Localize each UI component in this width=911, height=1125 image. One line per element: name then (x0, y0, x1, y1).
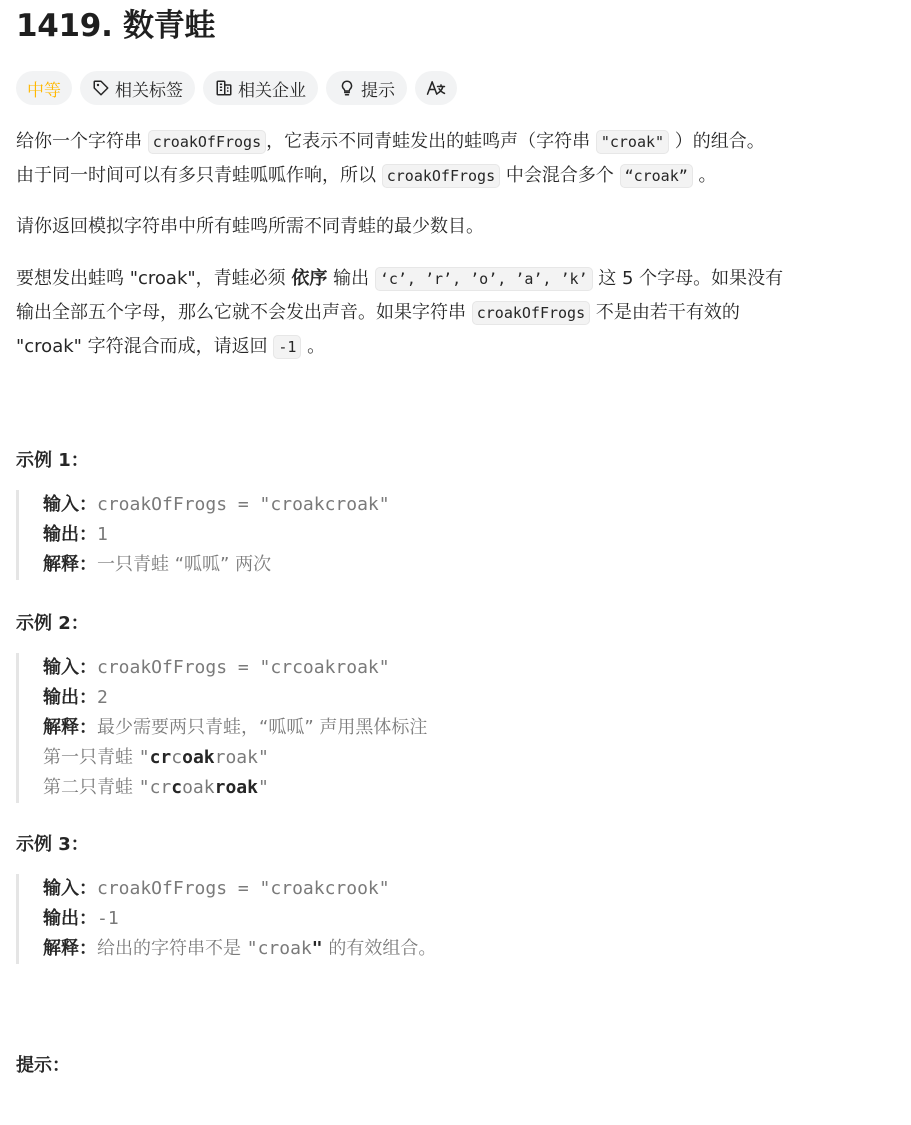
tag-bar (16, 70, 895, 106)
text: 输出 (327, 268, 375, 289)
related-tags-button[interactable] (80, 71, 195, 105)
constraints-heading: 提示： (16, 1055, 70, 1076)
bold-text: cr (149, 747, 172, 768)
value: 2 (97, 687, 108, 708)
translate-icon (426, 79, 446, 97)
example-output (43, 683, 895, 713)
description-paragraph-2: 请你返回模拟字符串中所有蛙鸣所需不同青蛙的最少数目。 (16, 216, 484, 237)
example-frog-2-line (43, 773, 895, 803)
bold-text: c (171, 777, 183, 798)
label: 解释： (43, 717, 97, 738)
inline-code: -1 (273, 335, 301, 359)
problem-title: 1419. 数青蛙 (16, 8, 216, 44)
description-paragraph-1 (16, 125, 895, 193)
text: 。 (692, 165, 717, 186)
related-companies-button[interactable] (203, 71, 318, 105)
text: 输出全部五个字母，那么它就不会发出声音。如果字符串 (16, 302, 472, 323)
label: 输出： (43, 524, 97, 545)
hint-button[interactable] (326, 71, 407, 105)
example-input (43, 874, 895, 904)
text: 。 (301, 336, 326, 357)
value: croakOfFrogs = "croakcrook" (97, 878, 390, 899)
text: c (171, 747, 183, 768)
label: 解释： (43, 938, 97, 959)
text: "croak (246, 938, 312, 959)
text: "croak" 字符混合而成，请返回 (16, 336, 274, 357)
example-explanation (43, 934, 895, 964)
example-input (43, 490, 895, 520)
example-output (43, 904, 895, 934)
emphasis: 依序 (291, 268, 328, 289)
label: 输入： (43, 878, 97, 899)
related-tags-label: 相关标签 (115, 80, 183, 101)
text: oak (182, 777, 215, 798)
building-icon (215, 79, 233, 97)
example-2-heading: 示例 2： (16, 613, 89, 634)
bold-text: " (311, 938, 323, 959)
text: " (257, 777, 269, 798)
inline-code: croakOfFrogs (148, 130, 266, 154)
text: 这 5 个字母。如果没有 (592, 268, 784, 289)
bold-text: roak (214, 777, 258, 798)
inline-code: "croak" (596, 130, 669, 154)
lightbulb-icon (338, 79, 356, 97)
inline-code: “croak” (620, 164, 693, 188)
label: 第二只青蛙 (43, 777, 139, 798)
text: "cr (138, 777, 172, 798)
example-2-block (16, 653, 895, 803)
inline-code: croakOfFrogs (472, 301, 590, 325)
hint-label: 提示 (361, 80, 395, 101)
example-3-block (16, 874, 895, 964)
value: croakOfFrogs = "crcoakroak" (97, 657, 390, 678)
example-output (43, 520, 895, 550)
example-explanation (43, 713, 895, 743)
description-paragraph-3 (16, 262, 895, 364)
value: -1 (97, 908, 119, 929)
example-1-heading: 示例 1： (16, 450, 89, 471)
example-frog-1-line (43, 743, 895, 773)
text: 由于同一时间可以有多只青蛙呱呱作响，所以 (16, 165, 382, 186)
value: croakOfFrogs = "croakcroak" (97, 494, 390, 515)
label: 输出： (43, 908, 97, 929)
label: 输入： (43, 494, 97, 515)
text: 给出的字符串不是 (97, 938, 247, 959)
difficulty-badge[interactable]: 中等 (16, 71, 72, 105)
example-3-heading: 示例 3： (16, 834, 89, 855)
label: 第一只青蛙 (43, 747, 139, 768)
value: 最少需要两只青蛙，“呱呱” 声用黑体标注 (97, 717, 428, 738)
text: 给你一个字符串 (16, 131, 148, 152)
value: 一只青蛙 “呱呱” 两次 (97, 554, 272, 575)
value: 1 (97, 524, 108, 545)
translate-button[interactable] (415, 71, 457, 105)
inline-code: croakOfFrogs (382, 164, 500, 188)
inline-code: ‘c’, ’r’, ’o’, ’a’, ’k’ (375, 267, 593, 291)
bold-text: oak (182, 747, 215, 768)
text: 中会混合多个 (500, 165, 620, 186)
text: 要想发出蛙鸣 "croak"，青蛙必须 (16, 268, 292, 289)
text: 不是由若干有效的 (590, 302, 740, 323)
text: ，它表示不同青蛙发出的蛙鸣声（字符串 (266, 131, 596, 152)
text: ）的组合。 (669, 131, 765, 152)
label: 解释： (43, 554, 97, 575)
example-explanation (43, 550, 895, 580)
example-input (43, 653, 895, 683)
text: roak" (214, 747, 269, 768)
tag-icon (92, 79, 110, 97)
related-companies-label: 相关企业 (238, 80, 306, 101)
label: 输入： (43, 657, 97, 678)
example-1-block (16, 490, 895, 580)
label: 输出： (43, 687, 97, 708)
text: " (138, 747, 150, 768)
text: 的有效组合。 (322, 938, 437, 959)
